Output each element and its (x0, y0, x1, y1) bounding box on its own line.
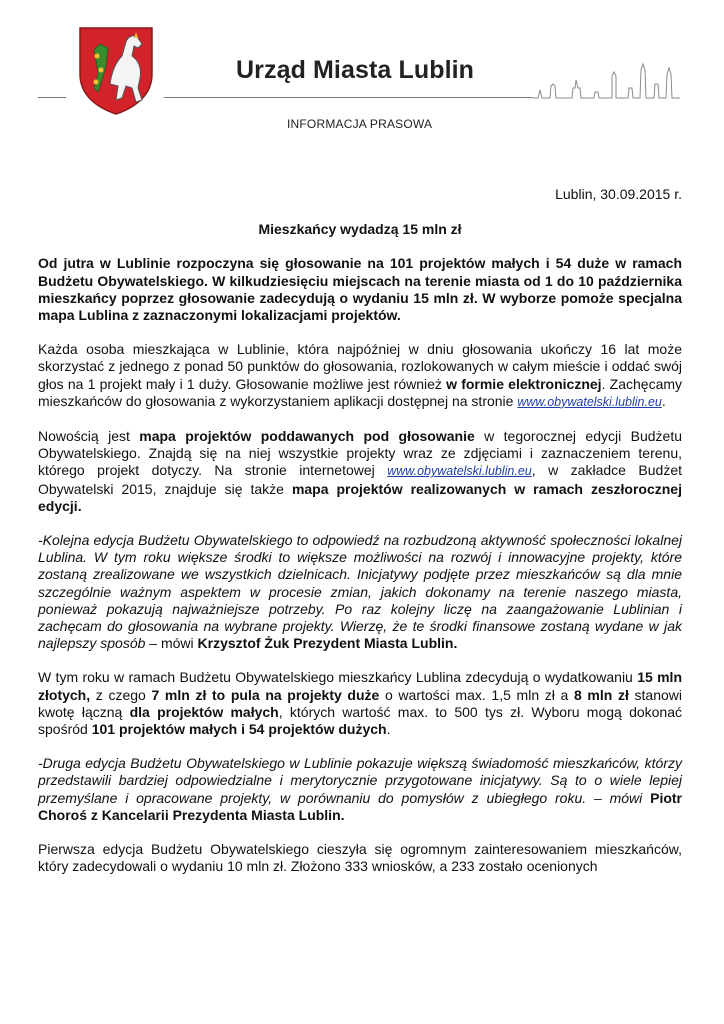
text-span: w tegorocznej edycji Budżetu Obywatelskiego. Znajdą się na niej wszystkie projekty wraz ze zdjęciami i zaznaczeniem terenu, którego projekt dotyczy. Na stronie internetowej (38, 428, 682, 479)
obywatelski-link[interactable]: www.obywatelski.lublin.eu (517, 394, 662, 409)
quote-president (38, 532, 682, 652)
lead-text: Od jutra w Lublinie rozpoczyna się głosowanie na 101 projektów małych i 54 duże w ramach Budżetu Obywatelskiego. W kilkudziesięciu miejscach na terenie miasta od 1 do 10 października mieszkańcy poprzez głosowanie zadecydują o wydaniu 15 mln zł. W wyborze pomoże specjalna mapa Lublina z zaznaczonymi lokalizacjami projektów. (38, 255, 682, 324)
bold-span: 101 projektów małych i 54 projektów dużych (91, 721, 387, 738)
bold-span: w formie elektronicznej (446, 375, 602, 392)
text-span: stanowi kwotę łączną (38, 686, 683, 720)
paragraph-voting-info (38, 341, 682, 411)
press-release-label: INFORMACJA PRASOWA (287, 117, 433, 131)
bold-span: 15 mln złotych, (38, 669, 682, 703)
text-span: Każda osoba mieszkająca w Lublinie, która najpóźniej w dniu głosowania ukończy 16 lat może skorzystać z jednego z ponad 50 punktów do głosowania, rozlokowanych w całym mieście i oddać swój głos na 1 projekt mały i 1 duży. Głosowanie możliwe jest również (38, 341, 682, 392)
header-rule-right (164, 97, 532, 98)
quote-text: -Druga edycja Budżetu Obywatelskiego w Lublinie pokazuje większą świadomość mieszkańców, którzy przedstawili bardziej odpowiedzialne i merytorycznie przygotowane inicjatywy. Są to o wiele lepiej przemyślane i opracowane projekty, w porównaniu do pomysłów z ubiegłego roku. – mówi (38, 755, 682, 806)
quote-text: -Kolejna edycja Budżetu Obywatelskiego to odpowiedź na rozbudzoną aktywność społeczności lokalnej Lublina. W tym roku większe środki to większe możliwości na rozwój i innowacyjne projekty, które zostaną zrealizowane we wszystkich dzielnicach. Inicjatywy podjęte przez mieszkańców są dla mnie szczególnie ważnym aspektem w procesie zmian, jakich dokonamy na terenie naszego miasta, ponieważ pokazują najważniejsze potrzeby. Po raz kolejny liczę na zaangażowanie Lublinian i zachęcam do głosowania na wybrane projekty. Wierzę, że te środki finansowe zostaną wydane w jak najlepszy sposób (38, 532, 682, 652)
text-span: Nowością jest (38, 428, 140, 445)
quote-choros (38, 755, 682, 824)
bold-span: mapa projektów poddawanych pod głosowanie (139, 428, 475, 445)
press-release-body (38, 186, 682, 893)
header-rule-left (38, 97, 66, 98)
dateline: Lublin, 30.09.2015 r. (555, 186, 682, 202)
letterhead (0, 0, 724, 140)
lublin-skyline-icon (532, 58, 680, 100)
bold-span: dla projektów małych (129, 703, 279, 720)
text-span: . (386, 721, 391, 738)
text-span: – mówi (145, 635, 198, 652)
lublin-coat-of-arms-icon (76, 26, 156, 116)
quote-speaker: Krzysztof Żuk Prezydent Miasta Lublin. (197, 635, 458, 652)
paragraph-first-edition: Pierwsza edycja Budżetu Obywatelskiego cieszyła się ogromnym zainteresowaniem mieszkańców, który zadecydowali o wydaniu 10 mln zł. Złożono 333 wniosków, a 233 zostało ocenionych (38, 841, 682, 875)
paragraph-budget (38, 669, 682, 738)
obywatelski-link-2[interactable]: www.obywatelski.lublin.eu (387, 464, 532, 479)
bold-span: 7 mln zł to pula na projekty duże (151, 686, 380, 703)
organization-title: Urząd Miasta Lublin (236, 56, 475, 84)
text-span: , w zakładce Budżet Obywatelski 2015, znajduje się także (38, 462, 682, 497)
text-span: , których wartość max. to 500 tys zł. Wyboru mogą dokonać spośród (38, 703, 683, 738)
bold-span: 8 mln zł (573, 686, 629, 703)
text-span: W tym roku w ramach Budżetu Obywatelskiego mieszkańcy Lublina zdecydują o wydatkowaniu (38, 669, 638, 686)
lead-paragraph (38, 255, 682, 324)
text-span: z czego (90, 686, 152, 703)
text-span: o wartości max. 1,5 mln zł a (379, 686, 574, 703)
quote-speaker: Piotr Choroś z Kancelarii Prezydenta Miasta Lublin. (38, 789, 682, 823)
headline: Mieszkańcy wydadzą 15 mln zł (258, 221, 462, 238)
text-span: . Zachęcamy mieszkańców do głosowania z wykorzystaniem aplikacji dostępnej na stronie (38, 375, 683, 409)
text-span: . (661, 392, 666, 409)
bold-span: mapa projektów realizowanych w ramach zeszłorocznej edycji. (38, 480, 682, 514)
paragraph-project-map (38, 428, 682, 515)
